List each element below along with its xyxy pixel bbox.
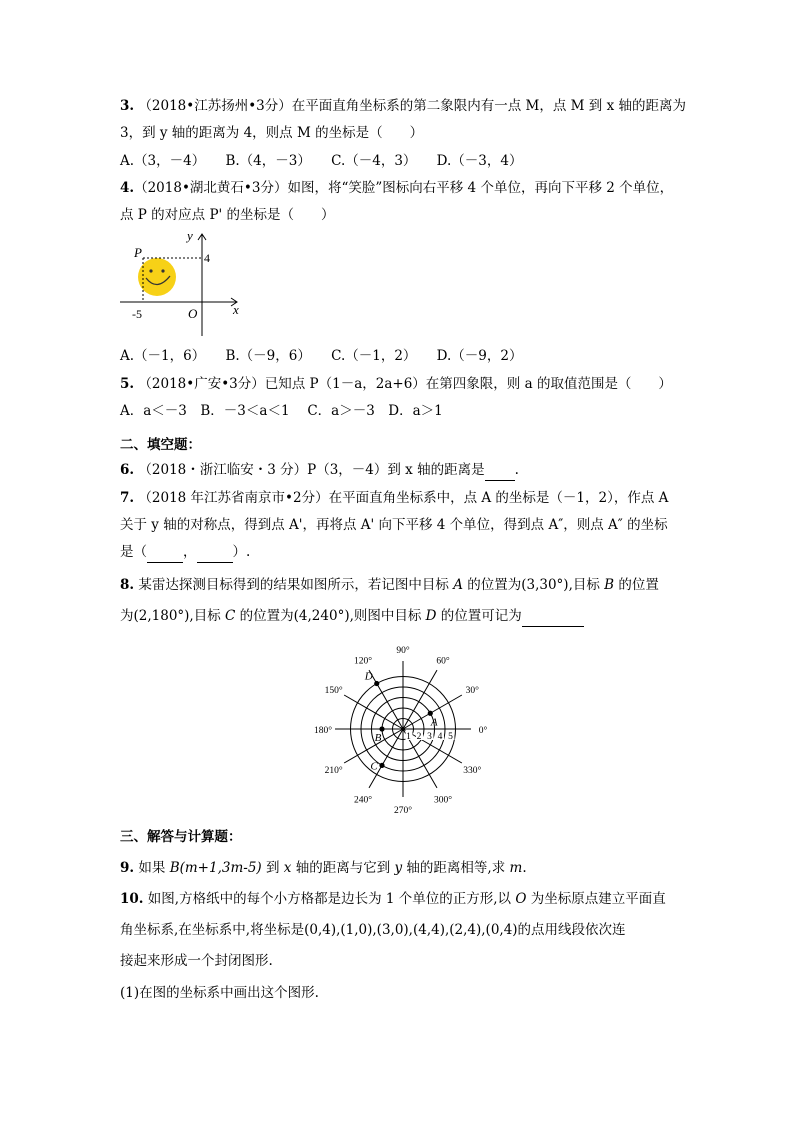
q3-number: 3.: [120, 98, 135, 114]
q8-answer-blank[interactable]: [522, 606, 584, 627]
q9-text-a: 如果: [134, 860, 170, 876]
radar-angle-label-120: 120°: [353, 656, 373, 667]
q6-number: 6.: [120, 462, 135, 478]
q9-x: x: [283, 860, 292, 876]
q9-text-d: 轴的距离相等,求: [402, 860, 510, 876]
q6-answer-blank[interactable]: [485, 460, 515, 481]
radar-angle-label-30: 30°: [465, 686, 479, 696]
q7-answer-blank-y[interactable]: [197, 542, 233, 563]
q5-number: 5.: [120, 376, 135, 392]
q7-line3-end: ）.: [232, 544, 251, 560]
radar-target-point-A: [428, 711, 433, 716]
q4-number: 4.: [120, 180, 135, 196]
q6-line: [120, 460, 519, 481]
q4-point-p-label: P: [134, 245, 142, 260]
smiley-right-eye: [161, 269, 164, 272]
q3-line2: 3，到 y 轴的距离为 4，则点 M 的坐标是（ ）: [120, 125, 424, 141]
q8-text-a: 某雷达探测目标得到的结果如图所示，若记图中目标: [134, 577, 454, 593]
q10-text-b: 为坐标原点建立平面直: [526, 891, 666, 907]
radar-angle-label-210: 210°: [324, 766, 343, 776]
q3-line1: [120, 96, 686, 116]
q9-m: m: [509, 860, 523, 876]
radar-ring-label-4: 4: [437, 732, 443, 742]
q8-text-c: 的位置: [614, 577, 659, 593]
radar-ring-label-5: 5: [448, 732, 453, 742]
q9-point-expr: B(m+1,3m-5): [169, 860, 262, 876]
q8-target-c: C: [225, 608, 236, 624]
q7-line3-comma: ，: [183, 544, 197, 560]
q6-end: .: [514, 462, 519, 478]
radar-angle-label-300: 300°: [433, 795, 453, 806]
q9-line: [120, 858, 527, 878]
q5-line1: [120, 374, 672, 394]
radar-angle-label-90: 90°: [396, 646, 410, 656]
q9-y: y: [394, 860, 403, 876]
radar-angle-label-0: 0°: [478, 726, 488, 736]
q8-line2: [120, 606, 584, 627]
q3-options: A.（3，－4） B.（4，－3） C.（－4，3） D.（－3，4）: [120, 153, 523, 169]
q4-y-label: y: [187, 228, 193, 243]
q8-radar-figure: [297, 632, 507, 822]
q9-number: 9.: [120, 860, 135, 876]
q4-line1: [120, 178, 673, 198]
q4-tick-4: 4: [204, 251, 210, 265]
q8-text-f: 的位置可记为: [436, 608, 522, 624]
q10-line1: [120, 889, 666, 909]
q8-target-a: A: [453, 577, 463, 593]
q7-line3-start: 是（: [120, 544, 147, 560]
radar-target-label-B: B: [374, 732, 382, 744]
q6-text: （2018・浙江临安・3 分）P（3，－4）到 x 轴的距离是: [134, 462, 485, 478]
q7-line3: [120, 542, 250, 563]
radar-angle-label-330: 330°: [463, 766, 482, 776]
radar-ring-label-1: 1: [406, 732, 411, 742]
q10-origin: O: [515, 891, 527, 907]
radar-target-label-A: A: [430, 716, 438, 729]
q4-text-line1: （2018•湖北黄石•3分）如图，将“笑脸”图标向右平移 4 个单位，再向下平移 2 个单位，: [134, 180, 674, 196]
q4-x-label: x: [233, 302, 239, 317]
radar-ring-label-2: 2: [416, 732, 422, 742]
radar-ring-label-3: 3: [427, 732, 432, 742]
q9-text-b: 到: [261, 860, 284, 876]
q8-number: 8.: [120, 577, 135, 593]
q10-text-a: 如图,方格纸中的每个小方格都是边长为 1 个单位的正方形,以: [143, 891, 516, 907]
q7-text-line1: （2018 年江苏省南京市•2分）在平面直角坐标系中，点 A 的坐标是（－1，2），作点 A: [134, 490, 669, 506]
q4-tick-neg5: -5: [132, 307, 142, 321]
q8-target-d: D: [425, 608, 437, 624]
radar-target-point-D: [374, 681, 379, 686]
q3-text-line1: （2018•江苏扬州•3分）在平面直角坐标系的第二象限内有一点 M，点 M 到 x 轴的距离为: [134, 98, 686, 114]
q10-number: 10.: [120, 891, 144, 907]
q10-sub1: (1)在图的坐标系中画出这个图形.: [120, 985, 319, 1001]
q10-line2: 角坐标系,在坐标系中,将坐标是(0,4),(1,0),(3,0),(4,4),(2,4),(0,4)的点用线段依次连: [120, 922, 626, 938]
radar-angle-label-270: 270°: [393, 806, 413, 816]
q4-origin-label: O: [188, 306, 198, 321]
q8-line1: [120, 575, 659, 595]
smiley-left-eye: [149, 269, 152, 272]
section-solve-title: 三、解答与计算题：: [120, 829, 242, 845]
section-fill-in-title: 二、填空题：: [120, 437, 201, 453]
q8-text-b: 的位置为(3,30°),目标: [462, 577, 605, 593]
q7-number: 7.: [120, 490, 135, 506]
radar-angle-label-240: 240°: [353, 795, 373, 806]
radar-angle-label-180: 180°: [313, 726, 333, 736]
q5-options: A．a＜－3 B．－3＜a＜1 C．a＞－3 D．a＞1: [120, 403, 443, 419]
q4-line2: 点 P 的对应点 P' 的坐标是（ ）: [120, 207, 335, 223]
radar-target-label-D: D: [364, 670, 373, 683]
radar-target-label-C: C: [370, 760, 378, 773]
q7-line1: [120, 488, 668, 508]
radar-target-point-C: [379, 763, 384, 768]
q9-text-c: 轴的距离与它到: [291, 860, 395, 876]
radar-angle-label-60: 60°: [436, 656, 450, 667]
radar-angle-label-150: 150°: [324, 686, 343, 696]
smiley-face-icon: [138, 258, 176, 296]
q7-line2: 关于 y 轴的对称点，得到点 A'，再将点 A' 向下平移 4 个单位，得到点 A″，则点 A″ 的坐标: [120, 517, 668, 533]
q7-answer-blank-x[interactable]: [147, 542, 183, 563]
q8-text-d: 为(2,180°),目标: [120, 608, 226, 624]
q4-options: A.（－1，6） B.（－9，6） C.（－1，2） D.（－9，2）: [120, 348, 523, 364]
q8-target-b: B: [604, 577, 615, 593]
q10-line3: 接起来形成一个封闭图形.: [120, 953, 273, 969]
q4-smiley-figure: [115, 228, 250, 343]
q9-text-e: .: [522, 860, 527, 876]
q8-text-e: 的位置为(4,240°),则图中目标: [235, 608, 426, 624]
q5-text-line1: （2018•广安•3分）已知点 P（1－a，2a+6）在第四象限，则 a 的取值范围是（ ）: [134, 376, 672, 392]
radar-target-point-B: [379, 726, 384, 731]
